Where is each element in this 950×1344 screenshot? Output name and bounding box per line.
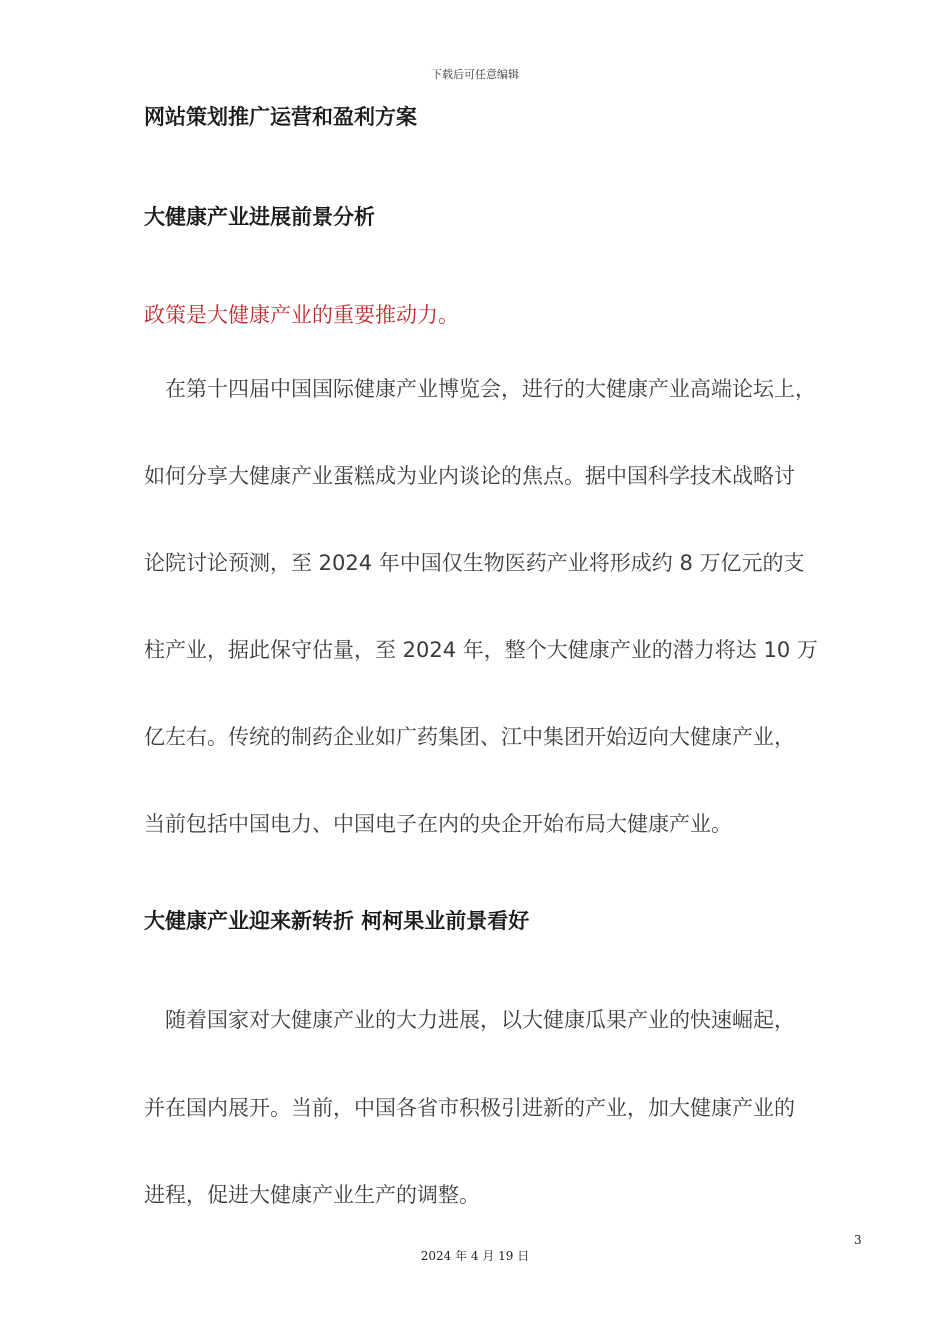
- paragraph-line: 随着国家对大健康产业的大力进展，以大健康瓜果产业的快速崛起，: [144, 1008, 795, 1032]
- policy-highlight: 政策是大健康产业的重要推动力。: [144, 303, 459, 327]
- paragraph-line: 论院讨论预测，至 2024 年中国仅生物医药产业将形成约 8 万亿元的支: [144, 551, 805, 575]
- paragraph-line: 在第十四届中国国际健康产业博览会，进行的大健康产业高端论坛上，: [144, 377, 816, 401]
- footer-date: 2024 年 4 月 19 日: [420, 1249, 530, 1263]
- header-note: 下载后可任意编辑: [431, 68, 519, 81]
- page-number: 3: [854, 1233, 862, 1247]
- section-heading-turning-point: 大健康产业迎来新转折 柯柯果业前景看好: [144, 909, 530, 933]
- document-title: 网站策划推广运营和盈利方案: [144, 105, 417, 129]
- paragraph-line: 柱产业，据此保守估量，至 2024 年，整个大健康产业的潜力将达 10 万: [144, 638, 818, 662]
- paragraph-line: 亿左右。传统的制药企业如广药集团、江中集团开始迈向大健康产业，: [144, 725, 795, 749]
- paragraph-line: 进程，促进大健康产业生产的调整。: [144, 1183, 480, 1207]
- paragraph-line: 如何分享大健康产业蛋糕成为业内谈论的焦点。据中国科学技术战略讨: [144, 464, 795, 488]
- paragraph-line: 并在国内展开。当前，中国各省市积极引进新的产业，加大健康产业的: [144, 1096, 795, 1120]
- section-heading-outlook: 大健康产业进展前景分析: [144, 205, 375, 229]
- paragraph-line: 当前包括中国电力、中国电子在内的央企开始布局大健康产业。: [144, 812, 732, 836]
